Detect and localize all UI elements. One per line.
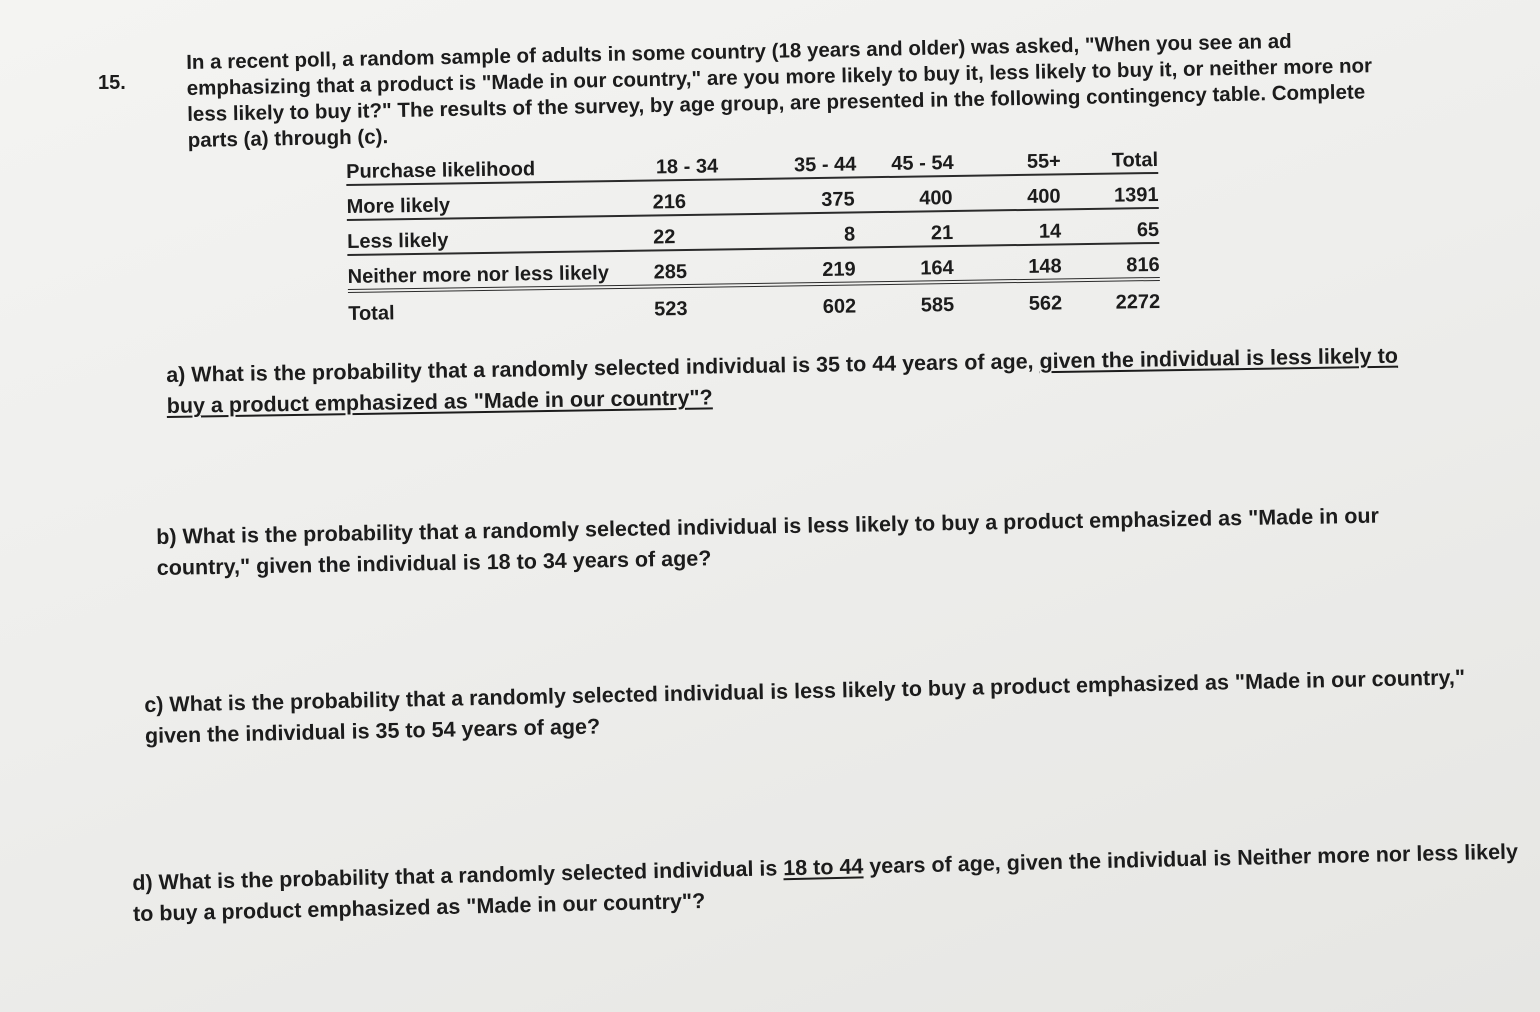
question-intro: In a recent poll, a random sample of adults in some country (18 years and older) was asked, "When you see an ad emphasizing that a product is "Made in our country," are you more likely to buy it, less likely to buy it, or neither more nor less likely to buy it?" The results of the survey, by age group, are presented in the following contingency table. Complete parts (a) through (c).: [186, 29, 1373, 152]
question-b: b) What is the probability that a randomly selected individual is less likely to buy a product emphasized as "Made in our country," given the individual is 18 to 34 years of age?: [156, 503, 1380, 580]
table-cell: 602: [822, 295, 857, 318]
table-cell: 585: [920, 293, 955, 317]
question-d: [132, 836, 1533, 930]
table-cell: 562: [1028, 292, 1063, 315]
table-cell: 148: [1028, 255, 1062, 278]
table-cell: 400: [1027, 185, 1061, 208]
contingency-table: [346, 150, 1160, 326]
question-c: c) What is the probability that a randomly selected individual is less likely to buy a product emphasized as "Made in our country," given the individual is 35 to 54 years of age?: [144, 665, 1466, 748]
table-header-cell: 45 - 54: [891, 151, 954, 175]
table-header-cell: 35 - 44: [793, 153, 857, 177]
table-cell: Less likely: [347, 229, 449, 253]
table-cell: 400: [919, 187, 953, 210]
table-cell: Total: [348, 302, 395, 325]
table-cell: 65: [1136, 218, 1160, 242]
table-cell: 375: [821, 188, 855, 211]
table-cell: 14: [1038, 220, 1062, 243]
table-cell: 1391: [1113, 183, 1159, 207]
table-cell: 21: [930, 222, 954, 245]
table-cell: 219: [822, 258, 856, 281]
question-d-underlined: 18 to 44: [782, 854, 864, 881]
question-number: 15.: [98, 72, 126, 94]
question-a-underlined: given the individual is less likely to buy a product emphasized as "Made in our country"?: [166, 343, 1399, 418]
table-cell: 8: [843, 223, 856, 246]
question-a: [166, 341, 1407, 422]
table-cell: 22: [652, 226, 676, 249]
table-cell: 285: [653, 260, 688, 284]
table-cell: 164: [920, 256, 954, 280]
question-a-text: a) What is the probability that a randomly selected individual is 35 to 44 years of age,: [166, 349, 1040, 387]
table-cell: 523: [654, 297, 688, 321]
table-cell: Neither more nor less likely: [347, 262, 610, 288]
question-d-suffix: years of age, given the individual is Neither more nor less likely to buy a product emphasized as "Made in our country"?: [132, 839, 1519, 926]
table-cell: 816: [1126, 253, 1160, 277]
table-cell: 216: [652, 190, 687, 214]
table-header-cell: 55+: [1026, 150, 1061, 173]
table-header-cell: Total: [1111, 148, 1159, 172]
table-cell: 2272: [1115, 290, 1161, 314]
table-header-cell: Purchase likelihood: [345, 158, 536, 183]
table-cell: More likely: [346, 194, 451, 218]
question-d-text: d) What is the probability that a randomly selected individual is: [132, 856, 784, 895]
table-header-cell: 18 - 34: [655, 155, 719, 179]
